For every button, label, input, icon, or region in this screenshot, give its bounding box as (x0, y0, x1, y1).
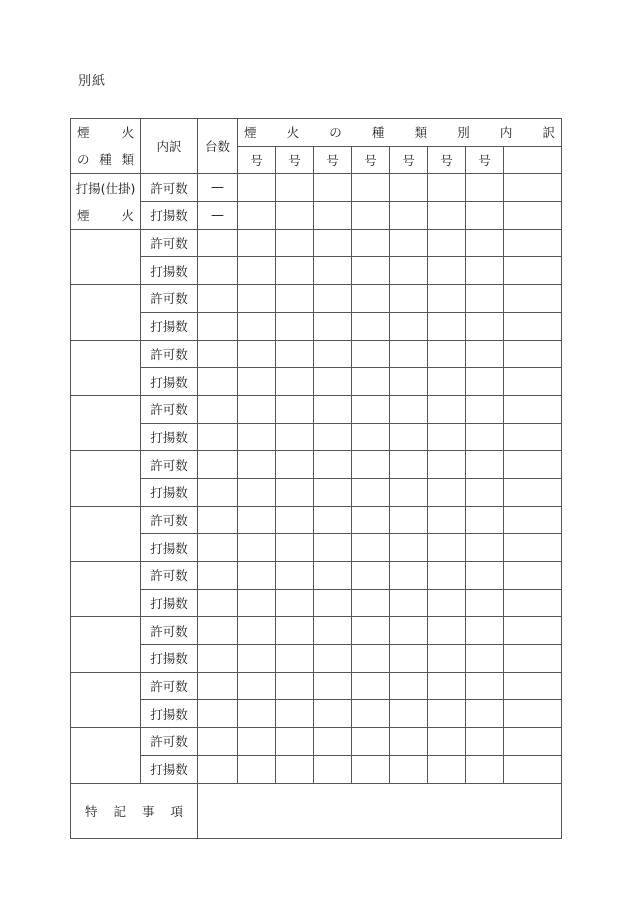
kind-cell-line2 (71, 202, 141, 230)
entry-cell[interactable] (466, 395, 504, 423)
entry-cell[interactable] (466, 562, 504, 590)
table-row (71, 562, 562, 590)
entry-cell[interactable] (238, 368, 276, 396)
entry-cell[interactable] (238, 672, 276, 700)
entry-cell[interactable] (504, 257, 562, 285)
breakdown-title-char: 別 (457, 125, 470, 141)
entry-cell[interactable] (314, 174, 352, 202)
entry-cell[interactable] (276, 395, 314, 423)
entry-cell[interactable] (504, 451, 562, 479)
table-row (71, 257, 562, 285)
entry-cell[interactable] (238, 478, 276, 506)
entry-cell[interactable] (428, 174, 466, 202)
kind-entry-cell[interactable] (71, 451, 141, 506)
row-label: 打揚数 (141, 368, 198, 396)
row-label: 許可数 (141, 562, 198, 590)
entry-cell[interactable] (276, 506, 314, 534)
count-entry-cell[interactable] (198, 229, 238, 257)
row-label: 許可数 (141, 506, 198, 534)
entry-cell[interactable] (504, 755, 562, 783)
entry-cell[interactable] (390, 672, 428, 700)
count-entry-cell[interactable] (198, 562, 238, 590)
entry-cell[interactable] (504, 312, 562, 340)
entry-cell[interactable] (390, 728, 428, 756)
table-row (71, 506, 562, 534)
entry-cell[interactable] (428, 257, 466, 285)
entry-cell[interactable] (428, 589, 466, 617)
entry-cell[interactable] (314, 202, 352, 230)
table-row (71, 672, 562, 700)
count-entry-cell[interactable] (198, 728, 238, 756)
entry-cell[interactable] (466, 700, 504, 728)
number-label-cell: 号 (352, 146, 390, 174)
kind-header-line2: の 種 類 (77, 152, 134, 168)
table-row (71, 534, 562, 562)
row-label: 許可数 (141, 728, 198, 756)
entry-cell[interactable] (390, 340, 428, 368)
entry-cell[interactable] (504, 672, 562, 700)
entry-cell[interactable] (238, 562, 276, 590)
entry-cell[interactable] (276, 257, 314, 285)
entry-cell[interactable] (504, 506, 562, 534)
table-row (71, 285, 562, 313)
entry-cell[interactable] (314, 340, 352, 368)
entry-cell[interactable] (504, 395, 562, 423)
entry-cell[interactable] (466, 340, 504, 368)
entry-cell[interactable] (504, 534, 562, 562)
entry-cell[interactable] (390, 506, 428, 534)
kind-entry-cell[interactable] (71, 229, 141, 284)
entry-cell[interactable] (504, 285, 562, 313)
entry-cell[interactable] (390, 755, 428, 783)
entry-cell[interactable] (466, 534, 504, 562)
number-label-cell: 号 (314, 146, 352, 174)
entry-cell[interactable] (238, 645, 276, 673)
entry-cell[interactable] (238, 728, 276, 756)
table-row (71, 340, 562, 368)
entry-cell[interactable] (276, 589, 314, 617)
entry-cell[interactable] (276, 700, 314, 728)
kind-entry-cell[interactable] (71, 340, 141, 395)
entry-cell[interactable] (390, 645, 428, 673)
entry-cell[interactable] (390, 312, 428, 340)
table-row (71, 589, 562, 617)
row-label: 打揚数 (141, 534, 198, 562)
kind-entry-cell[interactable] (71, 562, 141, 617)
entry-cell[interactable] (276, 534, 314, 562)
entry-cell[interactable] (314, 617, 352, 645)
table-row (71, 700, 562, 728)
row-label: 打揚数 (141, 257, 198, 285)
entry-cell[interactable] (352, 202, 390, 230)
entry-cell[interactable] (466, 589, 504, 617)
count-header: 台数 (198, 119, 238, 174)
entry-cell[interactable] (238, 340, 276, 368)
entry-cell[interactable] (314, 257, 352, 285)
entry-cell[interactable] (504, 728, 562, 756)
kind-header-line1: 煙 火 (77, 125, 134, 141)
entry-cell[interactable] (466, 174, 504, 202)
entry-cell[interactable] (504, 478, 562, 506)
entry-cell[interactable] (466, 645, 504, 673)
kind-entry-cell[interactable] (71, 617, 141, 672)
entry-cell[interactable] (466, 368, 504, 396)
entry-cell[interactable] (428, 700, 466, 728)
kind-entry-cell[interactable] (71, 395, 141, 450)
count-entry-cell[interactable] (198, 423, 238, 451)
count-entry-cell[interactable] (198, 340, 238, 368)
entry-cell[interactable] (466, 257, 504, 285)
entry-cell[interactable] (352, 285, 390, 313)
entry-cell[interactable] (504, 368, 562, 396)
entry-cell[interactable] (390, 202, 428, 230)
entry-cell[interactable] (466, 478, 504, 506)
breakdown-title-char: 煙 (244, 125, 257, 141)
kind-entry-cell[interactable] (71, 728, 141, 783)
entry-cell[interactable] (238, 285, 276, 313)
table-row (71, 312, 562, 340)
entry-cell[interactable] (504, 562, 562, 590)
entry-cell[interactable] (352, 451, 390, 479)
row-label: 打揚数 (141, 202, 198, 230)
entry-cell[interactable] (352, 174, 390, 202)
entry-cell[interactable] (238, 700, 276, 728)
entry-cell[interactable] (390, 700, 428, 728)
entry-cell[interactable] (352, 478, 390, 506)
entry-cell[interactable] (352, 589, 390, 617)
entry-cell[interactable] (314, 645, 352, 673)
entry-cell[interactable] (428, 645, 466, 673)
number-label-cell: 号 (276, 146, 314, 174)
entry-cell[interactable] (314, 395, 352, 423)
breakdown-by-kind-title (238, 123, 561, 141)
count-entry-cell[interactable] (198, 534, 238, 562)
attachment-label: 別紙 (78, 74, 107, 89)
row-label: 許可数 (141, 451, 198, 479)
entry-cell[interactable] (314, 368, 352, 396)
entry-cell[interactable] (352, 229, 390, 257)
entry-cell[interactable] (504, 700, 562, 728)
number-label-cell: 号 (390, 146, 428, 174)
entry-cell[interactable] (390, 451, 428, 479)
entry-cell[interactable] (314, 728, 352, 756)
entry-cell[interactable] (238, 229, 276, 257)
fireworks-kind-header (71, 119, 141, 174)
entry-cell[interactable] (276, 672, 314, 700)
entry-cell[interactable] (428, 395, 466, 423)
entry-cell[interactable] (504, 229, 562, 257)
row-label: 打揚数 (141, 700, 198, 728)
entry-cell[interactable] (352, 645, 390, 673)
entry-cell[interactable] (314, 312, 352, 340)
entry-cell[interactable] (466, 617, 504, 645)
entry-cell[interactable] (428, 451, 466, 479)
table-row (71, 755, 562, 783)
number-label-cell: 号 (238, 146, 276, 174)
row-label: 打揚数 (141, 755, 198, 783)
entry-cell[interactable] (466, 506, 504, 534)
table-row (71, 395, 562, 423)
entry-cell[interactable] (238, 395, 276, 423)
entry-cell[interactable] (428, 534, 466, 562)
count-entry-cell[interactable] (198, 451, 238, 479)
count-entry-cell[interactable] (198, 617, 238, 645)
count-entry-cell[interactable] (198, 257, 238, 285)
table-row (71, 645, 562, 673)
kind-entry-cell[interactable] (71, 672, 141, 727)
entry-cell[interactable] (504, 617, 562, 645)
entry-cell[interactable] (238, 589, 276, 617)
count-dash: — (198, 202, 238, 230)
entry-cell[interactable] (504, 645, 562, 673)
entry-cell[interactable] (238, 257, 276, 285)
entry-cell[interactable] (352, 506, 390, 534)
entry-cell[interactable] (352, 340, 390, 368)
row-label: 許可数 (141, 672, 198, 700)
entry-cell[interactable] (276, 423, 314, 451)
entry-cell[interactable] (238, 423, 276, 451)
entry-cell[interactable] (390, 229, 428, 257)
entry-cell[interactable] (466, 312, 504, 340)
breakdown-header: 内訳 (141, 119, 198, 174)
entry-cell[interactable] (314, 423, 352, 451)
count-entry-cell[interactable] (198, 645, 238, 673)
entry-cell[interactable] (276, 562, 314, 590)
entry-cell[interactable] (428, 340, 466, 368)
entry-cell[interactable] (428, 506, 466, 534)
entry-cell[interactable] (428, 755, 466, 783)
kind-entry-cell[interactable] (71, 506, 141, 561)
entry-cell[interactable] (390, 285, 428, 313)
entry-cell[interactable] (390, 589, 428, 617)
breakdown-by-kind-header (238, 119, 562, 147)
entry-cell[interactable] (466, 451, 504, 479)
count-entry-cell[interactable] (198, 589, 238, 617)
table-row (71, 451, 562, 479)
entry-cell[interactable] (466, 423, 504, 451)
entry-cell[interactable] (276, 728, 314, 756)
entry-cell[interactable] (276, 202, 314, 230)
entry-cell[interactable] (428, 562, 466, 590)
entry-cell[interactable] (276, 451, 314, 479)
entry-cell[interactable] (466, 229, 504, 257)
entry-cell[interactable] (428, 478, 466, 506)
entry-cell[interactable] (390, 257, 428, 285)
entry-cell[interactable] (314, 700, 352, 728)
entry-cell[interactable] (352, 617, 390, 645)
entry-cell[interactable] (352, 423, 390, 451)
table-row (71, 174, 562, 202)
number-label-cell: 号 (466, 146, 504, 174)
count-entry-cell[interactable] (198, 700, 238, 728)
table-row (71, 617, 562, 645)
entry-cell[interactable] (314, 478, 352, 506)
entry-cell[interactable] (466, 755, 504, 783)
entry-cell[interactable] (352, 755, 390, 783)
entry-cell[interactable] (390, 534, 428, 562)
table-row (71, 423, 562, 451)
entry-cell[interactable] (504, 174, 562, 202)
entry-cell[interactable] (390, 368, 428, 396)
fireworks-breakdown-table (70, 118, 562, 839)
breakdown-title-char: 火 (286, 125, 300, 141)
entry-cell[interactable] (238, 202, 276, 230)
entry-cell[interactable] (428, 672, 466, 700)
count-entry-cell[interactable] (198, 312, 238, 340)
entry-cell[interactable] (276, 285, 314, 313)
entry-cell[interactable] (390, 478, 428, 506)
entry-cell[interactable] (276, 368, 314, 396)
row-label: 打揚数 (141, 645, 198, 673)
entry-cell[interactable] (238, 755, 276, 783)
row-label: 許可数 (141, 285, 198, 313)
entry-cell[interactable] (314, 562, 352, 590)
entry-cell[interactable] (428, 229, 466, 257)
table-row (71, 478, 562, 506)
entry-cell[interactable] (314, 589, 352, 617)
entry-cell[interactable] (428, 423, 466, 451)
count-entry-cell[interactable] (198, 755, 238, 783)
entry-cell[interactable] (390, 562, 428, 590)
entry-cell[interactable] (276, 174, 314, 202)
entry-cell[interactable] (238, 617, 276, 645)
entry-cell[interactable] (314, 229, 352, 257)
kind-line2-text: 煙 火 (77, 208, 134, 224)
entry-cell[interactable] (504, 340, 562, 368)
entry-cell[interactable] (276, 617, 314, 645)
count-dash: — (198, 174, 238, 202)
breakdown-title-char: 種 (371, 125, 385, 141)
entry-cell[interactable] (238, 312, 276, 340)
entry-cell[interactable] (276, 478, 314, 506)
entry-cell[interactable] (466, 728, 504, 756)
entry-cell[interactable] (390, 617, 428, 645)
count-entry-cell[interactable] (198, 395, 238, 423)
entry-cell[interactable] (276, 229, 314, 257)
entry-cell[interactable] (390, 395, 428, 423)
entry-cell[interactable] (504, 202, 562, 230)
special-notes-label: 特 記 事 項 (71, 783, 198, 838)
entry-cell[interactable] (428, 285, 466, 313)
entry-cell[interactable] (314, 672, 352, 700)
entry-cell[interactable] (504, 589, 562, 617)
entry-cell[interactable] (276, 312, 314, 340)
entry-cell[interactable] (466, 202, 504, 230)
breakdown-title-char: 訳 (542, 125, 555, 141)
breakdown-title-char: 内 (499, 125, 513, 141)
table-row (71, 728, 562, 756)
row-label: 打揚数 (141, 312, 198, 340)
entry-cell[interactable] (276, 755, 314, 783)
entry-cell[interactable] (352, 728, 390, 756)
blank-header-cell (504, 146, 562, 174)
count-entry-cell[interactable] (198, 478, 238, 506)
entry-cell[interactable] (428, 202, 466, 230)
entry-cell[interactable] (466, 672, 504, 700)
entry-cell[interactable] (428, 312, 466, 340)
count-entry-cell[interactable] (198, 506, 238, 534)
entry-cell[interactable] (428, 728, 466, 756)
special-notes-row (71, 783, 562, 838)
entry-cell[interactable] (352, 534, 390, 562)
header-row-1 (71, 119, 562, 147)
entry-cell[interactable] (352, 700, 390, 728)
entry-cell[interactable] (238, 451, 276, 479)
table-row (71, 368, 562, 396)
entry-cell[interactable] (504, 423, 562, 451)
special-notes-field[interactable] (198, 783, 562, 838)
entry-cell[interactable] (428, 617, 466, 645)
entry-cell[interactable] (390, 423, 428, 451)
entry-cell[interactable] (352, 257, 390, 285)
entry-cell[interactable] (352, 562, 390, 590)
entry-cell[interactable] (352, 672, 390, 700)
entry-cell[interactable] (314, 506, 352, 534)
entry-cell[interactable] (314, 755, 352, 783)
entry-cell[interactable] (352, 368, 390, 396)
breakdown-title-char: 類 (414, 125, 428, 141)
row-label: 打揚数 (141, 478, 198, 506)
entry-cell[interactable] (314, 451, 352, 479)
entry-cell[interactable] (390, 174, 428, 202)
table-row (71, 202, 562, 230)
table-row (71, 229, 562, 257)
count-entry-cell[interactable] (198, 672, 238, 700)
entry-cell[interactable] (238, 506, 276, 534)
entry-cell[interactable] (276, 645, 314, 673)
row-label: 打揚数 (141, 423, 198, 451)
count-entry-cell[interactable] (198, 285, 238, 313)
kind-entry-cell[interactable] (71, 285, 141, 340)
entry-cell[interactable] (314, 285, 352, 313)
row-label: 許可数 (141, 617, 198, 645)
entry-cell[interactable] (276, 340, 314, 368)
entry-cell[interactable] (466, 285, 504, 313)
row-label: 許可数 (141, 174, 198, 202)
count-entry-cell[interactable] (198, 368, 238, 396)
number-label-cell: 号 (428, 146, 466, 174)
entry-cell[interactable] (352, 395, 390, 423)
entry-cell[interactable] (238, 534, 276, 562)
row-label: 許可数 (141, 229, 198, 257)
entry-cell[interactable] (314, 534, 352, 562)
row-label: 許可数 (141, 340, 198, 368)
row-label: 許可数 (141, 395, 198, 423)
entry-cell[interactable] (352, 312, 390, 340)
breakdown-title-char: の (329, 125, 342, 141)
entry-cell[interactable] (428, 368, 466, 396)
kind-cell-line1: 打揚(仕掛) (71, 174, 141, 202)
entry-cell[interactable] (238, 174, 276, 202)
row-label: 打揚数 (141, 589, 198, 617)
